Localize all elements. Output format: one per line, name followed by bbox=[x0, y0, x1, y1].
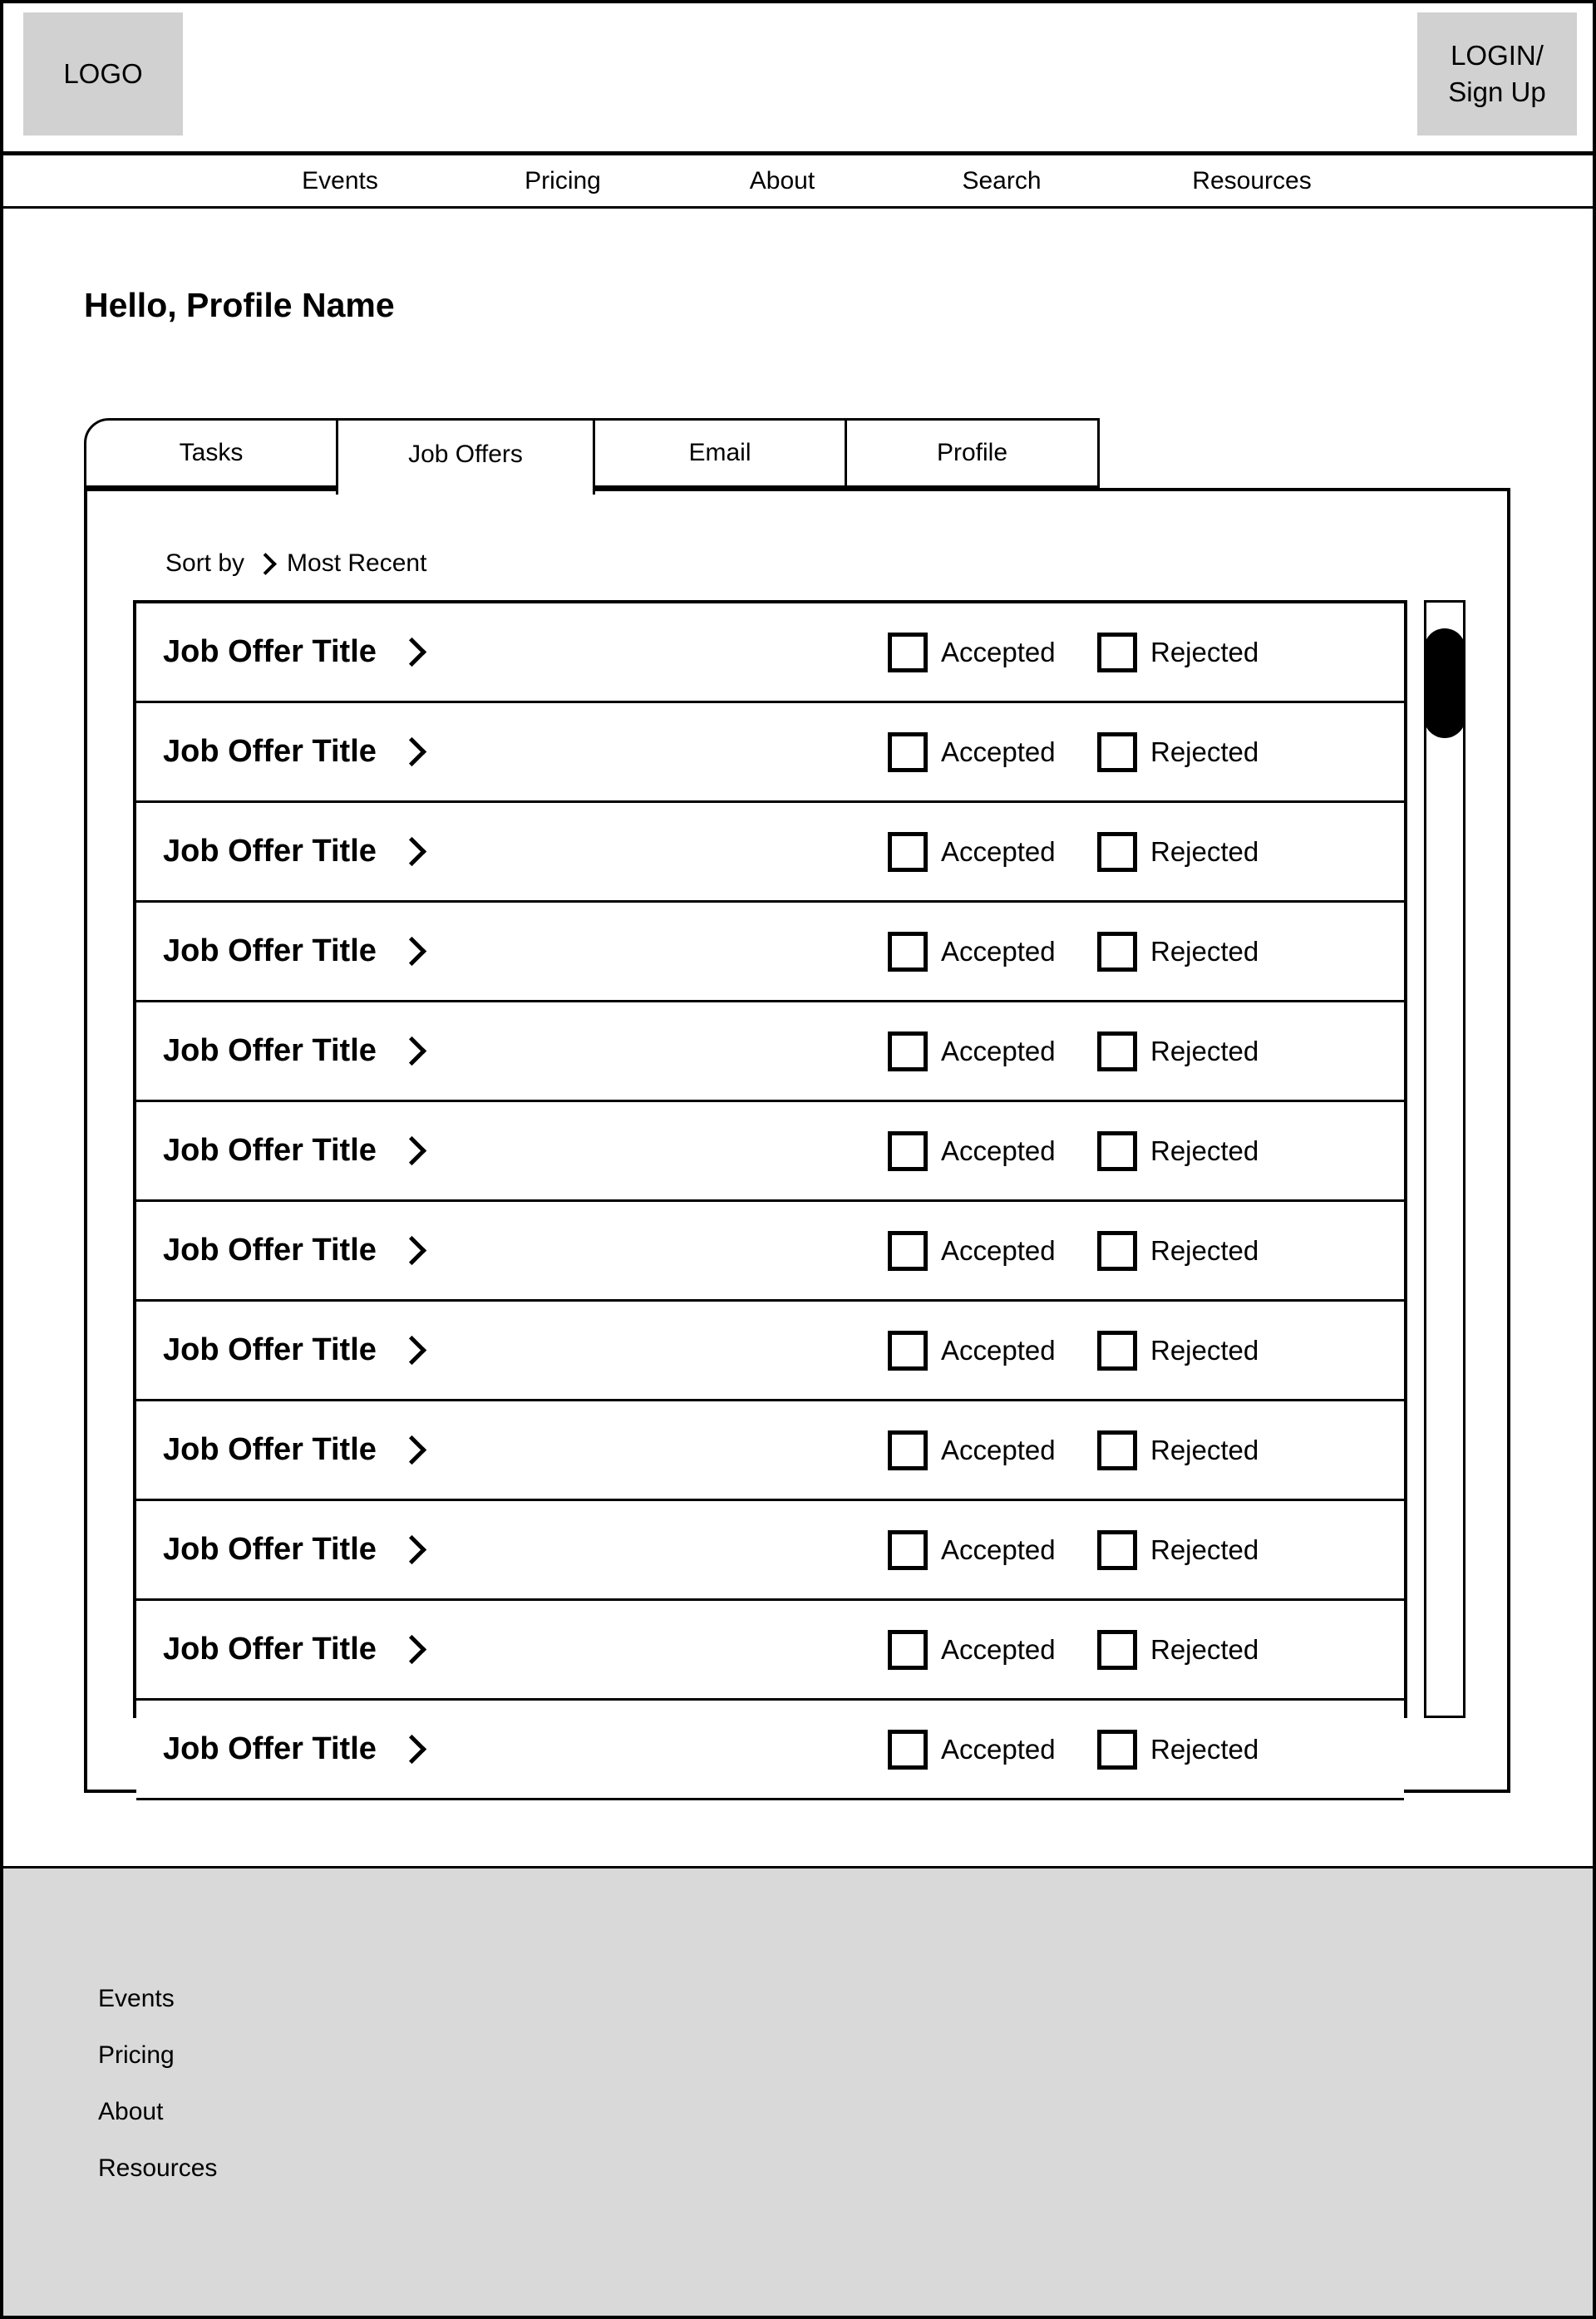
rejected-checkbox-group bbox=[1097, 1530, 1259, 1570]
rejected-checkbox[interactable] bbox=[1097, 1630, 1137, 1670]
job-offer-title: Job Offer Title bbox=[163, 1233, 377, 1268]
job-offer-row bbox=[136, 903, 1404, 1002]
job-offer-title-button[interactable] bbox=[163, 1432, 422, 1468]
nav-item-events[interactable]: Events bbox=[302, 166, 378, 194]
header bbox=[0, 0, 1596, 155]
job-offer-title-button[interactable] bbox=[163, 933, 422, 969]
scrollbar-thumb[interactable] bbox=[1424, 628, 1465, 738]
job-offers-panel bbox=[84, 488, 1510, 1793]
nav-item-resources[interactable]: Resources bbox=[1192, 166, 1312, 194]
job-offer-row bbox=[136, 1701, 1404, 1800]
rejected-checkbox[interactable] bbox=[1097, 732, 1137, 772]
accepted-checkbox[interactable] bbox=[888, 1730, 928, 1770]
tab-email[interactable] bbox=[593, 418, 847, 488]
rejected-checkbox[interactable] bbox=[1097, 1331, 1137, 1371]
rejected-checkbox-group bbox=[1097, 1031, 1259, 1071]
accepted-checkbox[interactable] bbox=[888, 732, 928, 772]
rejected-label: Rejected bbox=[1150, 935, 1259, 967]
accepted-label: Accepted bbox=[941, 1633, 1056, 1665]
accepted-label: Accepted bbox=[941, 1035, 1056, 1066]
accepted-checkbox[interactable] bbox=[888, 1430, 928, 1470]
accepted-label: Accepted bbox=[941, 835, 1056, 867]
accepted-checkbox[interactable] bbox=[888, 1231, 928, 1271]
accepted-checkbox[interactable] bbox=[888, 1331, 928, 1371]
rejected-label: Rejected bbox=[1150, 1035, 1259, 1066]
page-title: Hello, Profile Name bbox=[84, 286, 395, 324]
accepted-label: Accepted bbox=[941, 935, 1056, 967]
job-offer-title-button[interactable] bbox=[163, 634, 422, 670]
job-offer-row bbox=[136, 1501, 1404, 1601]
logo[interactable] bbox=[23, 12, 183, 135]
job-offer-title-button[interactable] bbox=[163, 834, 422, 869]
job-offer-title-button[interactable] bbox=[163, 1233, 422, 1268]
job-offer-title: Job Offer Title bbox=[163, 933, 377, 968]
chevron-right-icon bbox=[397, 1635, 426, 1664]
accepted-checkbox-group bbox=[888, 932, 1056, 972]
chevron-right-icon bbox=[397, 937, 426, 966]
job-offer-list bbox=[133, 600, 1407, 1766]
chevron-right-icon bbox=[397, 1535, 426, 1564]
footer bbox=[0, 1866, 1596, 2319]
accepted-label: Accepted bbox=[941, 1733, 1056, 1765]
rejected-label: Rejected bbox=[1150, 1434, 1259, 1465]
job-offer-title-button[interactable] bbox=[163, 734, 422, 770]
job-offer-title: Job Offer Title bbox=[163, 1532, 377, 1567]
job-offer-title-button[interactable] bbox=[163, 1033, 422, 1069]
rejected-checkbox[interactable] bbox=[1097, 1530, 1137, 1570]
rejected-checkbox-group bbox=[1097, 633, 1259, 672]
scrollbar-track[interactable] bbox=[1424, 600, 1465, 1718]
rejected-checkbox-group bbox=[1097, 932, 1259, 972]
accepted-checkbox-group bbox=[888, 1730, 1056, 1770]
chevron-right-icon bbox=[397, 837, 426, 866]
accepted-checkbox[interactable] bbox=[888, 1630, 928, 1670]
accepted-label: Accepted bbox=[941, 636, 1056, 667]
rejected-checkbox-group bbox=[1097, 1231, 1259, 1271]
login-label-line2: Sign Up bbox=[1448, 76, 1546, 107]
accepted-label: Accepted bbox=[941, 1434, 1056, 1465]
job-offer-row bbox=[136, 1401, 1404, 1501]
tab-bar bbox=[84, 418, 1100, 495]
tab-profile[interactable] bbox=[845, 418, 1100, 488]
accepted-checkbox[interactable] bbox=[888, 932, 928, 972]
accepted-checkbox-group bbox=[888, 1331, 1056, 1371]
tab-tasks[interactable] bbox=[84, 418, 338, 488]
chevron-right-icon bbox=[397, 1136, 426, 1165]
accepted-checkbox-group bbox=[888, 1430, 1056, 1470]
accepted-checkbox-group bbox=[888, 1231, 1056, 1271]
job-offer-row bbox=[136, 1102, 1404, 1202]
job-offer-title-button[interactable] bbox=[163, 1332, 422, 1368]
job-offer-row bbox=[136, 803, 1404, 903]
job-offer-row bbox=[136, 603, 1404, 703]
tab-tasks-label: Tasks bbox=[179, 439, 244, 466]
rejected-checkbox[interactable] bbox=[1097, 1231, 1137, 1271]
job-offer-title-button[interactable] bbox=[163, 1731, 422, 1767]
login-signup-button[interactable] bbox=[1417, 12, 1577, 135]
tab-job-offers-label: Job Offers bbox=[408, 440, 523, 468]
logo-label: LOGO bbox=[63, 58, 143, 89]
job-offer-row bbox=[136, 1002, 1404, 1102]
nav-item-pricing[interactable]: Pricing bbox=[525, 166, 601, 194]
accepted-checkbox[interactable] bbox=[888, 1031, 928, 1071]
sort-by-control[interactable] bbox=[165, 547, 426, 580]
nav-item-about[interactable]: About bbox=[749, 166, 815, 194]
tab-job-offers[interactable] bbox=[336, 418, 595, 495]
rejected-checkbox-group bbox=[1097, 1131, 1259, 1171]
job-offer-title: Job Offer Title bbox=[163, 1133, 377, 1168]
rejected-label: Rejected bbox=[1150, 1135, 1259, 1166]
chevron-right-icon bbox=[397, 1435, 426, 1465]
job-offer-title: Job Offer Title bbox=[163, 1731, 377, 1766]
footer-link-about[interactable]: About bbox=[98, 2098, 164, 2125]
rejected-label: Rejected bbox=[1150, 1234, 1259, 1266]
rejected-label: Rejected bbox=[1150, 1534, 1259, 1565]
job-offer-title: Job Offer Title bbox=[163, 734, 377, 769]
chevron-right-icon bbox=[397, 638, 426, 667]
rejected-label: Rejected bbox=[1150, 636, 1259, 667]
rejected-checkbox-group bbox=[1097, 732, 1259, 772]
rejected-label: Rejected bbox=[1150, 1733, 1259, 1765]
rejected-checkbox-group bbox=[1097, 1430, 1259, 1470]
accepted-label: Accepted bbox=[941, 1234, 1056, 1266]
rejected-checkbox-group bbox=[1097, 1730, 1259, 1770]
rejected-checkbox[interactable] bbox=[1097, 1730, 1137, 1770]
job-offer-title: Job Offer Title bbox=[163, 1332, 377, 1367]
chevron-right-icon bbox=[397, 1036, 426, 1066]
job-offer-title: Job Offer Title bbox=[163, 634, 377, 669]
job-offer-row bbox=[136, 1302, 1404, 1401]
footer-link-pricing[interactable]: Pricing bbox=[98, 2041, 175, 2069]
tab-email-label: Email bbox=[688, 439, 751, 466]
rejected-checkbox[interactable] bbox=[1097, 932, 1137, 972]
accepted-checkbox-group bbox=[888, 1630, 1056, 1670]
rejected-label: Rejected bbox=[1150, 736, 1259, 767]
sort-by-label: Sort by bbox=[165, 549, 245, 577]
accepted-label: Accepted bbox=[941, 1135, 1056, 1166]
rejected-checkbox-group bbox=[1097, 1331, 1259, 1371]
accepted-checkbox-group bbox=[888, 633, 1056, 672]
job-offer-row bbox=[136, 703, 1404, 803]
accepted-checkbox-group bbox=[888, 1131, 1056, 1171]
rejected-checkbox-group bbox=[1097, 832, 1259, 872]
chevron-right-icon bbox=[397, 737, 426, 766]
accepted-label: Accepted bbox=[941, 1334, 1056, 1366]
job-offer-title-button[interactable] bbox=[163, 1532, 422, 1568]
rejected-label: Rejected bbox=[1150, 1334, 1259, 1366]
accepted-checkbox[interactable] bbox=[888, 1530, 928, 1570]
accepted-checkbox-group bbox=[888, 1530, 1056, 1570]
job-offer-title-button[interactable] bbox=[163, 1632, 422, 1667]
tab-profile-label: Profile bbox=[936, 439, 1008, 466]
accepted-checkbox[interactable] bbox=[888, 633, 928, 672]
chevron-right-icon bbox=[397, 1336, 426, 1365]
job-offer-title: Job Offer Title bbox=[163, 1432, 377, 1467]
rejected-label: Rejected bbox=[1150, 835, 1259, 867]
job-offer-row bbox=[136, 1202, 1404, 1302]
chevron-right-icon bbox=[397, 1735, 426, 1764]
job-offer-title: Job Offer Title bbox=[163, 834, 377, 869]
login-label-line1: LOGIN/ bbox=[1451, 40, 1544, 71]
rejected-checkbox[interactable] bbox=[1097, 633, 1137, 672]
job-offer-title: Job Offer Title bbox=[163, 1632, 377, 1667]
accepted-checkbox[interactable] bbox=[888, 1131, 928, 1171]
accepted-checkbox-group bbox=[888, 1031, 1056, 1071]
footer-links bbox=[98, 1987, 217, 2181]
accepted-checkbox-group bbox=[888, 732, 1056, 772]
rejected-checkbox[interactable] bbox=[1097, 1131, 1137, 1171]
nav-bar bbox=[0, 155, 1596, 209]
footer-link-events[interactable]: Events bbox=[98, 1985, 175, 2012]
chevron-right-icon bbox=[397, 1236, 426, 1265]
job-offer-title: Job Offer Title bbox=[163, 1033, 377, 1068]
rejected-checkbox[interactable] bbox=[1097, 1430, 1137, 1470]
accepted-checkbox-group bbox=[888, 832, 1056, 872]
job-offer-title-button[interactable] bbox=[163, 1133, 422, 1169]
nav-item-search[interactable]: Search bbox=[962, 166, 1042, 194]
job-offer-row bbox=[136, 1601, 1404, 1701]
accepted-checkbox[interactable] bbox=[888, 832, 928, 872]
chevron-right-icon bbox=[254, 553, 277, 575]
accepted-label: Accepted bbox=[941, 1534, 1056, 1565]
accepted-label: Accepted bbox=[941, 736, 1056, 767]
rejected-checkbox-group bbox=[1097, 1630, 1259, 1670]
rejected-checkbox[interactable] bbox=[1097, 832, 1137, 872]
footer-link-resources[interactable]: Resources bbox=[98, 2154, 218, 2182]
rejected-label: Rejected bbox=[1150, 1633, 1259, 1665]
rejected-checkbox[interactable] bbox=[1097, 1031, 1137, 1071]
sort-by-value: Most Recent bbox=[287, 549, 427, 577]
